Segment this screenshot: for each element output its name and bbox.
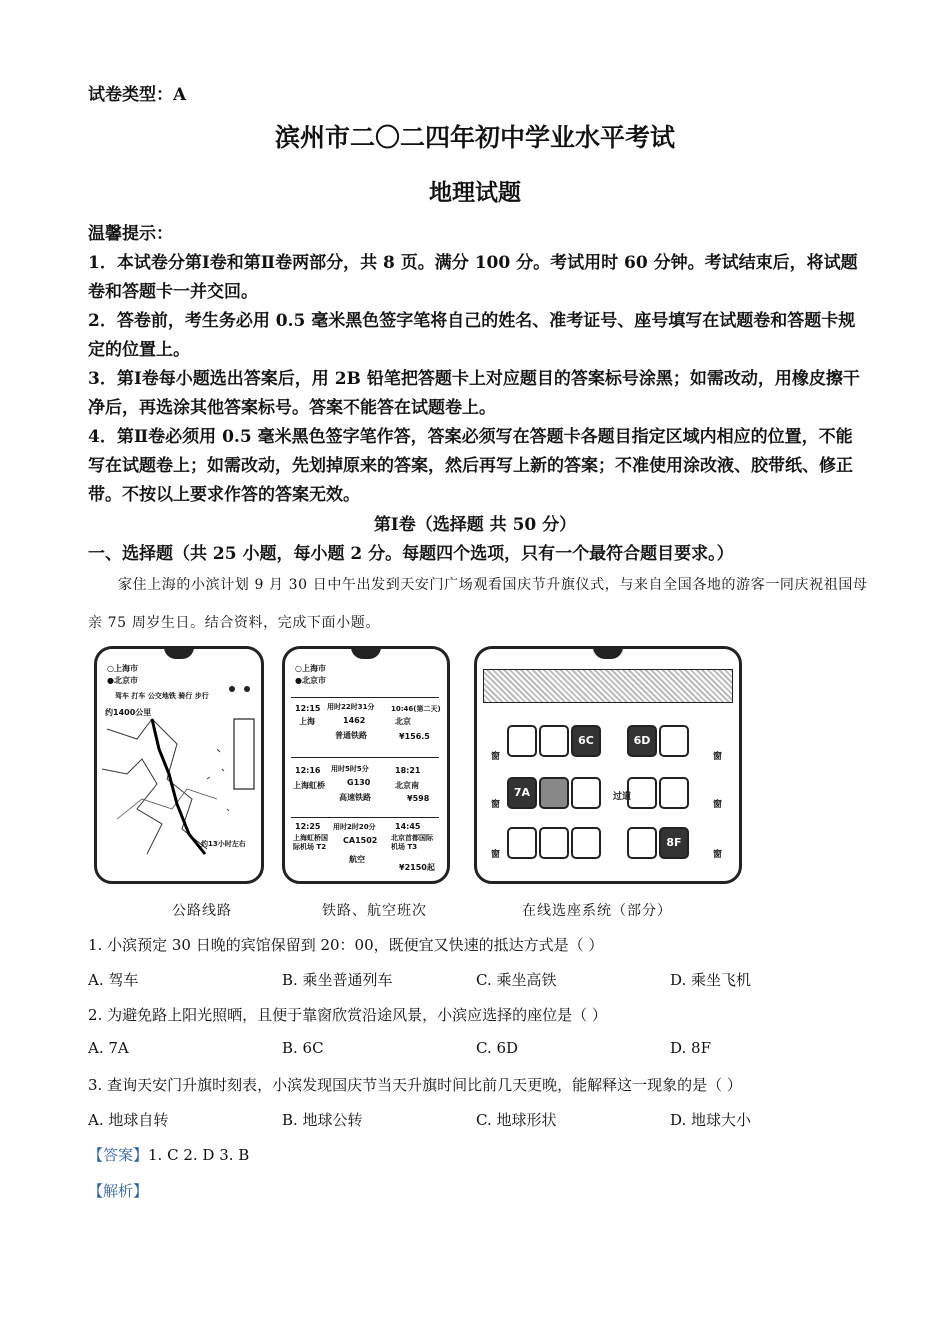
- seat-empty: [571, 827, 601, 859]
- dep-station: 上海虹桥: [293, 781, 325, 790]
- dep-time: 12:16: [295, 766, 321, 775]
- seat-empty: [659, 777, 689, 809]
- duration: 用时5时5分: [331, 765, 369, 773]
- duration: 用时22时31分: [327, 703, 375, 711]
- question-3-stem: 3. 查询天安门升旗时刻表，小滨发现国庆节当天升旗时间比前几天更晚，能解释这一现象的是（ ）: [88, 1076, 742, 1094]
- price: ¥598: [407, 794, 430, 803]
- answer-label: 【答案】: [88, 1146, 149, 1164]
- q3-option-d: D. 地球大小: [670, 1111, 752, 1129]
- tip-item: 4．第Ⅱ卷必须用 0.5 毫米黑色签字笔作答，答案必须写在答题卡各题目指定区域内相应的位置，不能写在试题卷上；如需改动，先划掉原来的答案，然后再写上新的答案；不准使用涂改液、胶带纸、修正带。不按以上要求作答的答案无效。: [88, 427, 853, 505]
- window-label: 窗: [491, 850, 501, 860]
- schedule-from: ○上海市: [295, 664, 326, 673]
- intro-text: [88, 566, 868, 642]
- analysis-label: 【解析】: [88, 1182, 149, 1200]
- seat-empty: [627, 777, 657, 809]
- caption-rail-air: 铁路、航空班次: [322, 903, 427, 919]
- exam-title: 滨州市二〇二四年初中学业水平考试: [274, 123, 675, 152]
- window-label: 窗: [713, 800, 723, 810]
- analysis-line: [88, 1180, 148, 1201]
- tips-heading: 温馨提示：: [88, 224, 173, 244]
- window-label: 窗: [491, 752, 501, 762]
- map-duration: 约13小时左右: [201, 840, 246, 848]
- dep-station: 上海: [299, 717, 315, 726]
- price: ¥2150起: [399, 863, 435, 872]
- q1-option-b: B. 乘坐普通列车: [282, 971, 393, 989]
- train-type: 普通铁路: [335, 731, 367, 740]
- answer-text: 1. C 2. D 3. B: [148, 1146, 250, 1164]
- seat-empty: [627, 827, 657, 859]
- map-distance: 约1400公里: [105, 708, 152, 717]
- tip-item: 3．第Ⅰ卷每小题选出答案后，用 2B 铅笔把答题卡上对应题目的答案标号涂黑；如需改动，用橡皮擦干净后，再选涂其他答案标号。答案不能答在试题卷上。: [88, 369, 860, 418]
- q1-option-a: A. 驾车: [88, 971, 139, 989]
- figure-phones: [90, 646, 750, 886]
- window-label: 窗: [491, 800, 501, 810]
- train-type: 高速铁路: [339, 793, 371, 802]
- window-label: 窗: [713, 850, 723, 860]
- arr-time: 10:46(第二天): [391, 705, 441, 713]
- seat-empty: [571, 777, 601, 809]
- dep-time: 12:25: [295, 822, 321, 831]
- tip-item: 1．本试卷分第Ⅰ卷和第Ⅱ卷两部分，共 8 页。满分 100 分。考试用时 60 分钟。考试结束后，将试题卷和答题卡一并交回。: [88, 253, 858, 302]
- schedule-phone: [282, 646, 450, 884]
- seat-taken: [539, 777, 569, 809]
- arr-time: 14:45: [395, 822, 421, 831]
- map-modes: 驾车 打车 公交地铁 骑行 步行: [115, 692, 209, 700]
- subject-title: 地理试题: [429, 179, 521, 206]
- caption-seat: 在线选座系统（部分）: [522, 903, 672, 919]
- train-no: G130: [347, 778, 371, 787]
- train-no: 1462: [343, 716, 366, 725]
- map-phone: [94, 646, 264, 884]
- seat-empty: [507, 827, 537, 859]
- tip-item: 2．答卷前，考生务必用 0.5 毫米黑色签字笔将自己的姓名、准考证号、座号填写在试题卷和答题卡规定的位置上。: [88, 311, 856, 360]
- seat-empty: [539, 827, 569, 859]
- aisle-label: 过道: [613, 792, 632, 802]
- arr-station: 北京南: [395, 781, 419, 790]
- seat-6d: 6D: [627, 725, 657, 757]
- seat-6c: 6C: [571, 725, 601, 757]
- q2-option-a: A. 7A: [88, 1039, 129, 1057]
- flight-type: 航空: [349, 855, 365, 864]
- schedule-row: [291, 697, 439, 752]
- window-label: 窗: [713, 752, 723, 762]
- exam-type: 试卷类型：A: [88, 85, 187, 105]
- seat-8f: 8F: [659, 827, 689, 859]
- q3-option-c: C. 地球形状: [476, 1111, 557, 1129]
- seat-phone: [474, 646, 742, 884]
- map-to: ●北京市: [107, 676, 138, 685]
- q2-option-c: C. 6D: [476, 1039, 519, 1057]
- dep-station: 上海虹桥国际机场 T2: [293, 834, 328, 851]
- dep-time: 12:15: [295, 704, 321, 713]
- seat-empty: [659, 725, 689, 757]
- seat-7a: 7A: [507, 777, 537, 809]
- q2-option-d: D. 8F: [670, 1039, 711, 1057]
- caption-road: 公路线路: [172, 903, 232, 919]
- seat-empty: [539, 725, 569, 757]
- phone-notch: [351, 647, 381, 659]
- answer-line: [88, 1144, 249, 1165]
- intro-paragraph: 家住上海的小滨计划 9 月 30 日中午出发到天安门广场观看国庆节升旗仪式，与来自全国各地的游客一同庆祝祖国母亲 75 周岁生日。结合资料，完成下面小题。: [88, 577, 868, 631]
- arr-time: 18:21: [395, 766, 421, 775]
- question-1-stem: 1. 小滨预定 30 日晚的宾馆保留到 20：00，既便宜又快速的抵达方式是（ ）: [88, 936, 604, 954]
- arr-station: 北京首都国际机场 T3: [391, 834, 433, 851]
- tips-block: [88, 220, 868, 510]
- map-from: ○上海市: [107, 664, 138, 673]
- phone-notch: [593, 647, 623, 659]
- seat-header-bar: [483, 669, 733, 703]
- flight-no: CA1502: [343, 836, 378, 845]
- duration: 用时2时20分: [333, 823, 376, 831]
- q1-option-d: D. 乘坐飞机: [670, 971, 752, 989]
- seat-empty: [507, 725, 537, 757]
- schedule-row: [291, 817, 439, 876]
- schedule-row: [291, 757, 439, 812]
- q3-option-a: A. 地球自转: [88, 1111, 169, 1129]
- section-title: 一、选择题（共 25 小题，每小题 2 分。每题四个选项，只有一个最符合题目要求。）: [88, 544, 734, 564]
- q2-option-b: B. 6C: [282, 1039, 324, 1057]
- question-2-stem: 2. 为避免路上阳光照晒，且便于靠窗欣赏沿途风景，小滨应选择的座位是（ ）: [88, 1006, 607, 1024]
- q1-option-c: C. 乘坐高铁: [476, 971, 557, 989]
- arr-station: 北京: [395, 717, 411, 726]
- volume-title: 第Ⅰ卷（选择题 共 50 分）: [373, 515, 577, 535]
- schedule-to: ●北京市: [295, 676, 326, 685]
- price: ¥156.5: [399, 732, 430, 741]
- q3-option-b: B. 地球公转: [282, 1111, 363, 1129]
